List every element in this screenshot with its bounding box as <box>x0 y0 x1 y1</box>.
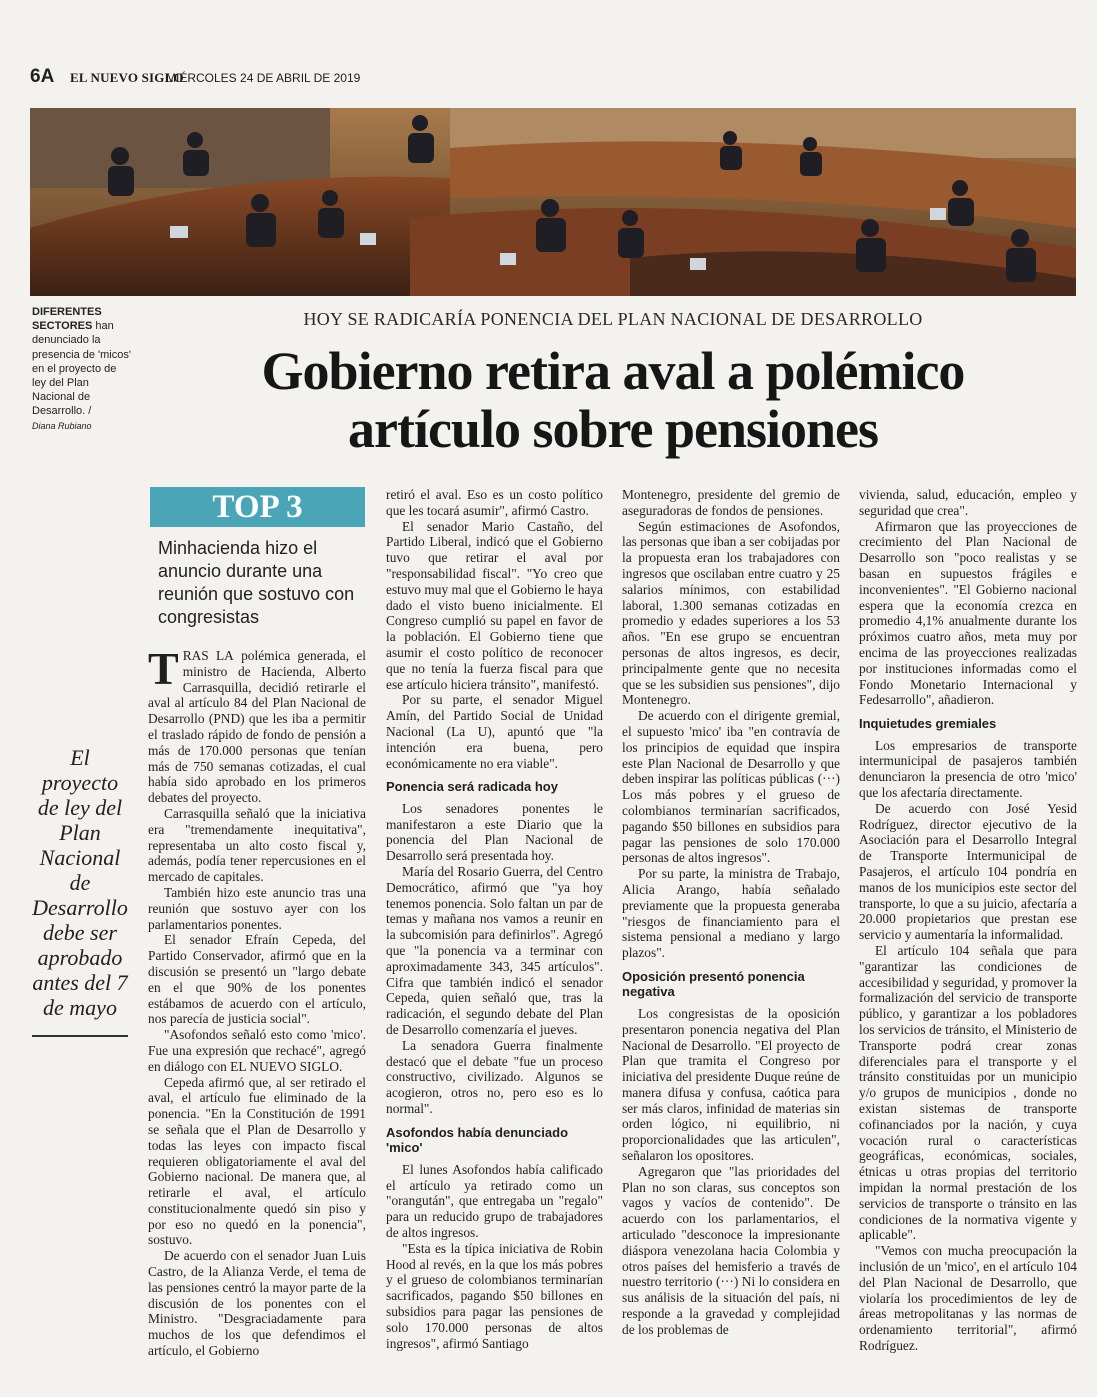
paragraph: Los empresarios de transporte intermunicipal de pasajeros también denunciaron la presencia de otro 'mico' que los afectaría directamente. <box>859 737 1077 801</box>
subheading: Ponencia será radicada hoy <box>386 779 558 795</box>
article-column-1 <box>148 643 367 1359</box>
kicker: HOY SE RADICARÍA PONENCIA DEL PLAN NACIONAL DE DESARROLLO <box>303 309 923 329</box>
paragraph: De acuerdo con el senador Juan Luis Castro, de la Alianza Verde, el tema de las pensiones centró la mayor parte de la discusión de los ponentes con el Ministro. "Desgraciadamente para muchos de los que defendimos el artículo, el Gobierno <box>148 1248 366 1359</box>
paragraph: "Vemos con mucha preocupación la inclusión de un 'mico', en el artículo 104 del Plan Nacional de Desarrollo, que violaría los procedimientos de ley de áreas metropolitanas y las normas de ordenamiento territorial", afirmó Rodríguez. <box>859 1243 1077 1353</box>
paragraph: Afirmaron que las proyecciones de crecimiento del Plan Nacional de Desarrollo son "poco realistas y se basan en supuestos frágiles e inconvenientes". "El Gobierno nacional espera que la economía crezca en promedio 4,1% anualmente durante los próximos cuatro años, meta muy por encima de las proyecciones realizadas por instituciones informadas como el Fondo Monetario Internacional y Fedesarrollo", añadieron. <box>859 518 1077 708</box>
paragraph: De acuerdo con el dirigente gremial, el supuesto 'mico' iba "en contravía de los principios de equidad que inspira este Plan Nacional de Desarrollo y que deben inspirar las políticas públicas (···) Los más pobres y el grueso de colombianos terminarían sacrificados, pagando $50 billones en subsidios para pagar las pensiones de solo 170.000 personas de altos ingresos". <box>622 708 840 866</box>
top3-badge: TOP 3 <box>150 487 365 527</box>
article-deck: Minhacienda hizo el anuncio durante una reunión que sostuvo con congresistas <box>158 538 355 627</box>
paragraph: Agregaron que "las prioridades del Plan no son claras, sus conceptos son vagos y vacíos de contenido". De acuerdo con los parlamentarios, el articulado "desconoce la impresionante diáspora venezolana hacia Colombia y otros países del hemisferio a través de nuestro territorio (···) Ni lo considera en sus análisis de la situación del país, ni responde a la gravedad y complejidad de los problemas de <box>622 1163 840 1337</box>
article-column-2 <box>386 487 603 1351</box>
paragraph: vivienda, salud, educación, empleo y seguridad que crea". <box>859 487 1077 518</box>
paragraph: La senadora Guerra finalmente destacó que el debate "fue un proceso constructivo, civilizado. Algunos se acogieron, otros no, pero eso es lo normal". <box>386 1037 603 1116</box>
photo-credit: Diana Rubiano <box>32 420 92 431</box>
newspaper-name: EL NUEVO SIGLO <box>70 70 184 85</box>
paragraph: Por su parte, la ministra de Trabajo, Alicia Arango, había señalado previamente que la propuesta generaba "riesgos de financiamiento para el sistema pensional a mediano y largo plazos". <box>622 866 840 961</box>
paragraph: Cepeda afirmó que, al ser retirado el aval, el artículo fue eliminado de la ponencia. "En la Constitución de 1991 se señala que el Plan de Desarrollo y todas las leyes con impacto fiscal requieren obligatoriamente el aval del Gobierno nacional. De manera que, al retirarle el aval, el artículo constitucionalmente quedó sin piso y por eso no quedó en la ponencia", sostuvo. <box>148 1074 366 1248</box>
paragraph: El senador Efraín Cepeda, del Partido Conservador, afirmó que en la discusión se presentó un "largo debate en el que 90% de los ponentes estábamos de acuerdo con el artículo, nos parecía de justicia social". <box>148 932 366 1027</box>
paragraph: "Esta es la típica iniciativa de Robin Hood al revés, en la que los más pobres y el grueso de colombianos terminarían sacrificados, pagando $50 billones en subsidios para pagar las pensiones de solo 170.000 personas de altos ingresos", afirmó Santiago <box>386 1240 603 1351</box>
article-column-4 <box>859 487 1077 1354</box>
caption-text: han denunciado la presencia de 'micos' en el proyecto de ley del Plan Nacional de Desarrollo. / <box>32 320 131 418</box>
subheading: Oposición presentó ponencia negativa <box>622 968 805 1000</box>
paragraph-text: polémica generada, el ministro de Hacienda, Alberto Carrasquilla, decidió retirarle el aval al artículo 84 del Plan Nacional de Desarrollo (PND) que les iba a permitir el traslado rápido de fondo de pensión a más de 170.000 personas que tenían más de 750 semanas cotizadas, el cual había sido aprobado en los primeros debates del proyecto. <box>148 648 367 806</box>
photo-graphic <box>30 108 1076 296</box>
headline-line-2: artículo sobre pensiones <box>347 399 879 459</box>
paragraph: retiró el aval. Eso es un costo político que les tocará asumir", afirmó Castro. <box>386 487 603 518</box>
article-column-3 <box>622 487 840 1338</box>
subheading: Inquietudes gremiales <box>859 716 997 732</box>
paragraph: Los congresistas de la oposición presentaron ponencia negativa del Plan Nacional de Desarrollo. "El proyecto de Plan que tramita el Congreso por iniciativa del presidente Duque reúne de manera difusa y confusa, caótica para ser más claros, infinidad de materias sin orden lógico, ni equilibrio, ni proporcionalidades que las articulen", señalaron los opositores. <box>622 1005 840 1164</box>
paragraph: Según estimaciones de Asofondos, las personas que iban a ser cobijadas por la propuesta eran los trabajadores con ingresos que oscilaban entre cuatro y 25 salarios mínimos, con estabilidad laboral, 1.300 semanas cotizadas en promedio y edades superiores a los 53 años. "En ese grupo se encuentran personas de altos ingresos, es decir, principalmente gente que no necesita que se les subsidien sus pensiones", dijo Montenegro. <box>622 518 840 708</box>
paragraph: Montenegro, presidente del gremio de aseguradoras de fondos de pensiones. <box>622 487 840 518</box>
headline-line-1: Gobierno retira aval a polémico <box>261 341 965 401</box>
page-number: 6A <box>30 66 55 87</box>
lead-in: RAS LA <box>182 648 234 663</box>
paragraph: Los senadores ponentes le manifestaron a este Diario que la ponencia del Plan Nacional de Desarrollo será presentada hoy. <box>386 800 603 864</box>
congress-photo <box>30 108 1076 296</box>
photo-caption <box>32 305 132 433</box>
pull-quote-rule <box>32 1035 128 1037</box>
paragraph: El artículo 104 señala que para "garantizar las condiciones de accesibilidad y seguridad, y promover la formalización del servicio de transporte público, y garantizar a los pobladores los servicios de tránsito, el Ministerio de Transporte podrá crear zonas diferenciales para el transporte y el tránsito constituidas por un municipio y/o grupos de municipios , donde no existan sistemas de transporte cofinanciados por la nación, y cuya vocación rural o características geográficas, económicas, sociales, étnicas u otras propias del territorio impidan la normal prestación de los servicios de transporte o tránsito en las condiciones de la normativa vigente y aplicable". <box>859 943 1077 1243</box>
paragraph: María del Rosario Guerra, del Centro Democrático, afirmó que "ya hoy tenemos ponencia. Solo faltan un par de temas y mañana nos vamos a reunir en la subcomisión para definirlos". Agregó que "la ponencia va a terminar con aproximadamente 343, 345 artículos". Cifra que también indicó el senador Cepeda, quien señaló que, tras la radicación, el segundo debate del Plan de Desarrollo comenzaría el jueves. <box>386 864 603 1037</box>
headline <box>150 342 1076 458</box>
pull-quote: El proyecto de ley del Plan Nacional de Desarrollo debe ser aprobado antes del 7 de mayo <box>32 745 128 1020</box>
caption-lead: DIFERENTES SECTORES <box>32 306 102 333</box>
paragraph: De acuerdo con José Yesid Rodríguez, director ejecutivo de la Asociación para el Desarrollo Integral de Transporte Intermunicipal de Pasajeros, el artículo 104 pondría en manos de los municipios este sector del transporte, lo que a su juicio, afectaría a 20.000 propietarios que prestan ese servicio y aumentaría la informalidad. <box>859 800 1077 943</box>
page-header <box>30 66 730 88</box>
paragraph: También hizo este anuncio tras una reunión que sostuvo ayer con los parlamentarios ponentes. <box>148 884 366 932</box>
subheading: Asofondos había denunciado 'mico' <box>386 1124 569 1156</box>
drop-cap: T <box>148 643 179 694</box>
paragraph: El senador Mario Castaño, del Partido Liberal, indicó que el Gobierno tuvo que retirar el aval por "responsabilidad fiscal". "Yo creo que estuvo muy mal que el Gobierno le haya dado el visto bueno inicialmente. El Congreso cumplió su papel en favor de la población. El Gobierno tiene que asumir el costo político de reconocer que no tenía la fuerza fiscal para que ese artículo hiciera tránsito", manifestó. <box>386 518 603 692</box>
paragraph <box>148 643 367 806</box>
paragraph: El lunes Asofondos había calificado el artículo ya retirado como un "orangután", que entregaba un "regalo" para un reducido grupo de trabajadores de altos ingresos. <box>386 1161 603 1240</box>
issue-date: MIÉRCOLES 24 DE ABRIL DE 2019 <box>166 71 361 85</box>
paragraph: Carrasquilla señaló que la iniciativa era "tremendamente inequitativa", representaba un alto costo fiscal y, además, podía tener repercusiones en el mercado de capitales. <box>148 805 366 885</box>
paragraph: Por su parte, el senador Miguel Amín, del Partido Social de Unidad Nacional (La U), apuntó que "la intención era buena, pero económicamente no era viable". <box>386 692 603 771</box>
paragraph: "Asofondos señaló esto como 'mico'. Fue una expresión que rechacé", agregó en diálogo con EL NUEVO SIGLO. <box>148 1027 366 1074</box>
